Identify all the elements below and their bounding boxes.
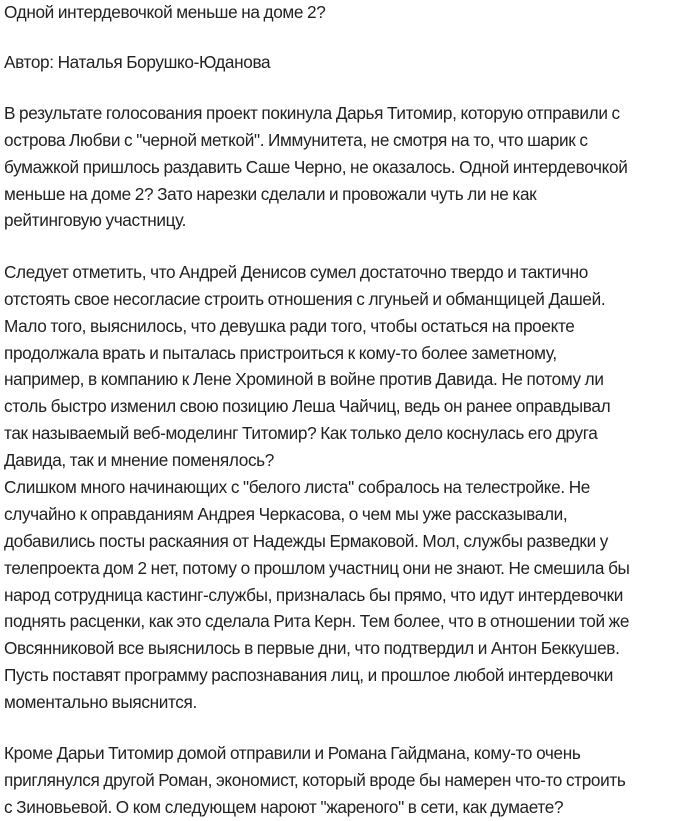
text-line: острова Любви с "черной меткой". Иммунитета, не смотря на то, что шарик с <box>4 129 588 150</box>
text-line: Давида, так и мнение поменялось? <box>4 450 274 471</box>
article-author: Автор: Наталья Борушко-Юданова <box>4 51 271 72</box>
spacer <box>4 234 699 259</box>
text-line: поднять расценки, как это сделала Рита Керн. Тем более, что в отношении той же <box>4 611 630 632</box>
text-line: Мало того, выяснилось, что девушка ради того, чтобы остаться на проекте <box>4 315 575 336</box>
text-line: Кроме Дарьи Титомир домой отправили и Романа Гайдмана, кому-то очень <box>4 743 581 764</box>
text-line: с Зиновьевой. О ком следующем нароют "жареного" в сети, как думаете? <box>4 797 564 818</box>
text-line: например, в компанию к Лене Хроминой в войне против Давида. Не потому ли <box>4 369 604 390</box>
article-title: Одной интердевочкой меньше на доме 2? <box>4 2 326 22</box>
paragraph-1 <box>4 100 699 234</box>
text-line: столь быстро изменил свою позицию Леша Чайчиц, ведь он ранее оправдывал <box>4 396 611 417</box>
text-line: Овсянниковой все выяснилось в первые дни, что подтвердил и Антон Беккушев. <box>4 638 620 659</box>
text-line: Следует отметить, что Андрей Денисов сумел достаточно твердо и тактично <box>4 261 589 282</box>
text-line: В результате голосования проект покинула Дарья Титомир, которую отправили с <box>4 102 620 123</box>
paragraph-2 <box>4 259 699 716</box>
text-line: народ сотрудница кастинг-службы, призналась бы прямо, что идут интердевочки <box>4 584 624 605</box>
text-line: Слишком много начинающих с "белого листа" собралось на телестройке. Не <box>4 476 590 497</box>
paragraph-3 <box>4 740 699 821</box>
text-line: телепроекта дом 2 нет, потому о прошлом участниц они не знают. Не смешила бы <box>4 557 630 578</box>
text-line: добавились посты раскаяния от Надежды Ермаковой. Мол, службы разведки у <box>4 530 608 551</box>
text-line: продолжала врать и пыталась пристроиться к кому-то более заметному, <box>4 342 557 363</box>
text-line: рейтинговую участницу. <box>4 210 187 231</box>
spacer <box>4 75 699 100</box>
text-line: отстоять свое несогласие строить отношения с лгуньей и обманщицей Дашей. <box>4 288 606 309</box>
text-line: меньше на доме 2? Зато нарезки сделали и провожали чуть ли не как <box>4 183 537 204</box>
text-line: приглянулся другой Роман, экономист, который вроде бы намерен что-то строить <box>4 770 626 791</box>
spacer <box>4 24 699 49</box>
text-line: случайно к оправданиям Андрея Черкасова, о чем мы уже рассказывали, <box>4 503 568 524</box>
text-line: моментально выяснится. <box>4 692 197 713</box>
text-line: так называемый веб-моделинг Титомир? Как только дело коснулась его друга <box>4 423 598 444</box>
spacer <box>4 716 699 741</box>
text-line: Пусть поставят программу распознавания лиц, и прошлое любой интердевочки <box>4 665 614 686</box>
text-line: бумажкой пришлось раздавить Саше Черно, не оказалось. Одной интердевочкой <box>4 156 628 177</box>
